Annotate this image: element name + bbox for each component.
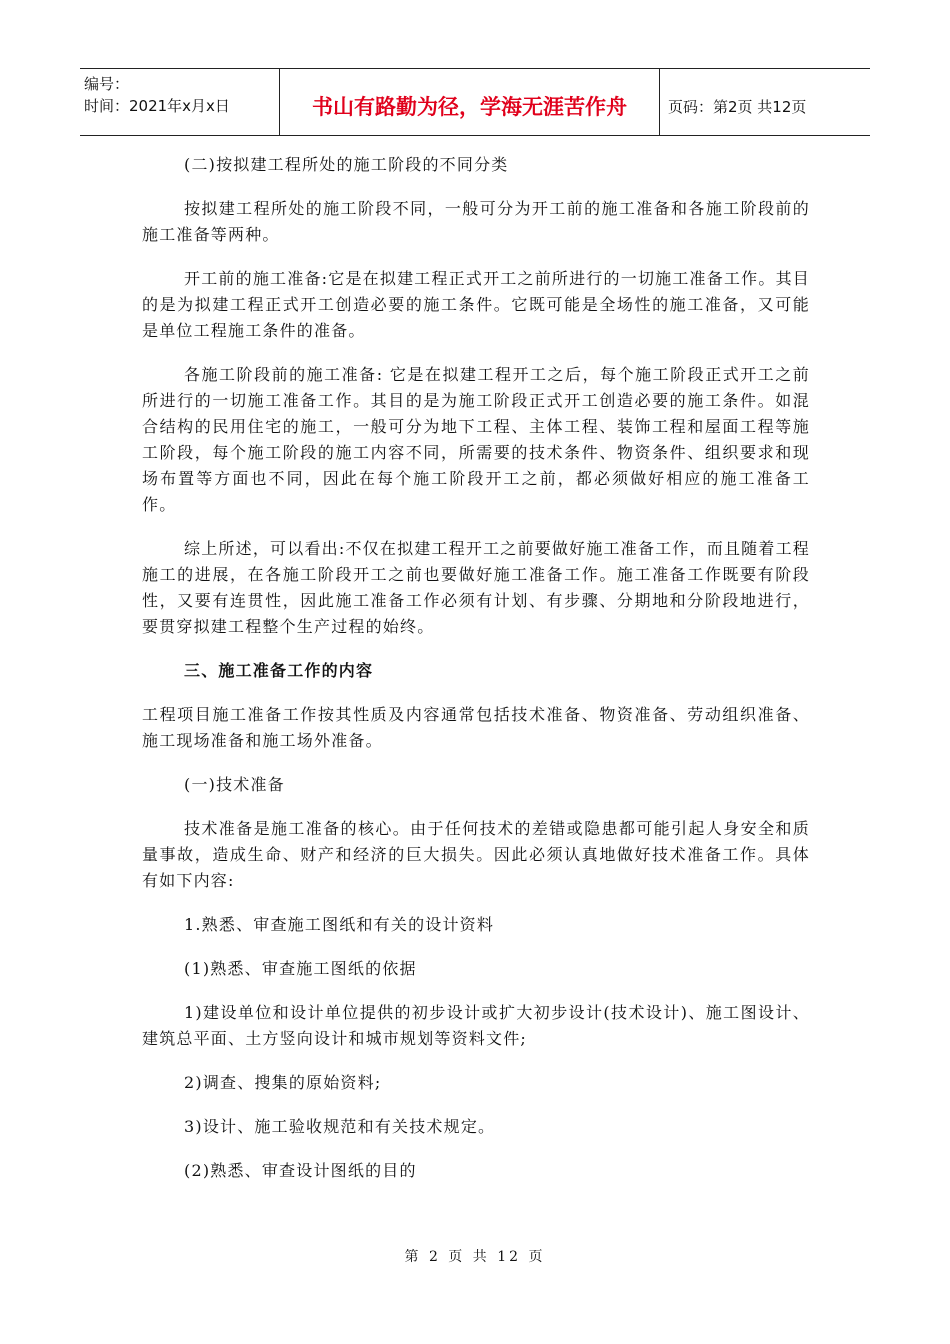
body-paragraph: 综上所述，可以看出:不仅在拟建工程开工之前要做好施工准备工作，而且随着工程施工的进展，在各施工阶段开工之前也要做好施工准备工作。施工准备工作既要有阶段性，又要有连贯性，因此施工准备工作必须有计划、有步骤、分期地和分阶段地进行，要贯穿拟建工程整个生产过程的始终。 [142,539,810,636]
body-paragraph: 各施工阶段前的施工准备: 它是在拟建工程开工之后，每个施工阶段正式开工之前所进行的一切施工准备工作。其目的是为施工阶段正式开工创造必要的施工条件。如混合结构的民用住宅的施工，一般可分为地下工程、主体工程、装饰工程和屋面工程等施工阶段，每个施工阶段的施工内容不同，所需要的技术条件、物资条件、组织要求和现场布置等方面也不同，因此在每个施工阶段开工之前，都必须做好相应的施工准备工作。 [142,365,810,514]
header-motto: 书山有路勤为径，学海无涯苦作舟 [280,69,660,135]
header-meta [80,69,280,135]
document-body [142,152,810,1202]
body-paragraph: 按拟建工程所处的施工阶段不同，一般可分为开工前的施工准备和各施工阶段前的施工准备等两种。 [142,199,810,244]
list-item: (2)熟悉、审查设计图纸的目的 [184,1161,417,1180]
list-item: 1)建设单位和设计单位提供的初步设计或扩大初步设计(技术设计)、施工图设计、建筑总平面、土方竖向设计和城市规划等资料文件; [142,1003,810,1048]
document-date: 时间：2021年x月x日 [84,97,230,115]
section-heading: 三、施工准备工作的内容 [184,661,374,680]
subheading-technical-prep: (一)技术准备 [184,775,285,794]
body-paragraph: 开工前的施工准备:它是在拟建工程正式开工之前所进行的一切施工准备工作。其目的是为拟建工程正式开工创造必要的施工条件。它既可能是全场性的施工准备，又可能是单位工程施工条件的准备。 [142,269,810,340]
document-number-label: 编号： [84,75,130,93]
list-item: (1)熟悉、审查施工图纸的依据 [184,959,417,978]
page-header [80,68,870,136]
body-paragraph: 技术准备是施工准备的核心。由于任何技术的差错或隐患都可能引起人身安全和质量事故，造成生命、财产和经济的巨大损失。因此必须认真地做好技术准备工作。具体有如下内容: [142,819,810,890]
list-item: 3)设计、施工验收规范和有关技术规定。 [184,1117,496,1136]
header-page-number: 页码：第2页 共12页 [668,97,807,116]
subheading-construction-phase: (二)按拟建工程所处的施工阶段的不同分类 [184,155,509,174]
page-footer: 第 2 页 共 12 页 [404,1249,546,1265]
body-paragraph: 工程项目施工准备工作按其性质及内容通常包括技术准备、物资准备、劳动组织准备、施工现场准备和施工场外准备。 [142,705,810,750]
list-item: 1.熟悉、审查施工图纸和有关的设计资料 [184,915,495,934]
list-item: 2)调查、搜集的原始资料; [184,1073,382,1092]
